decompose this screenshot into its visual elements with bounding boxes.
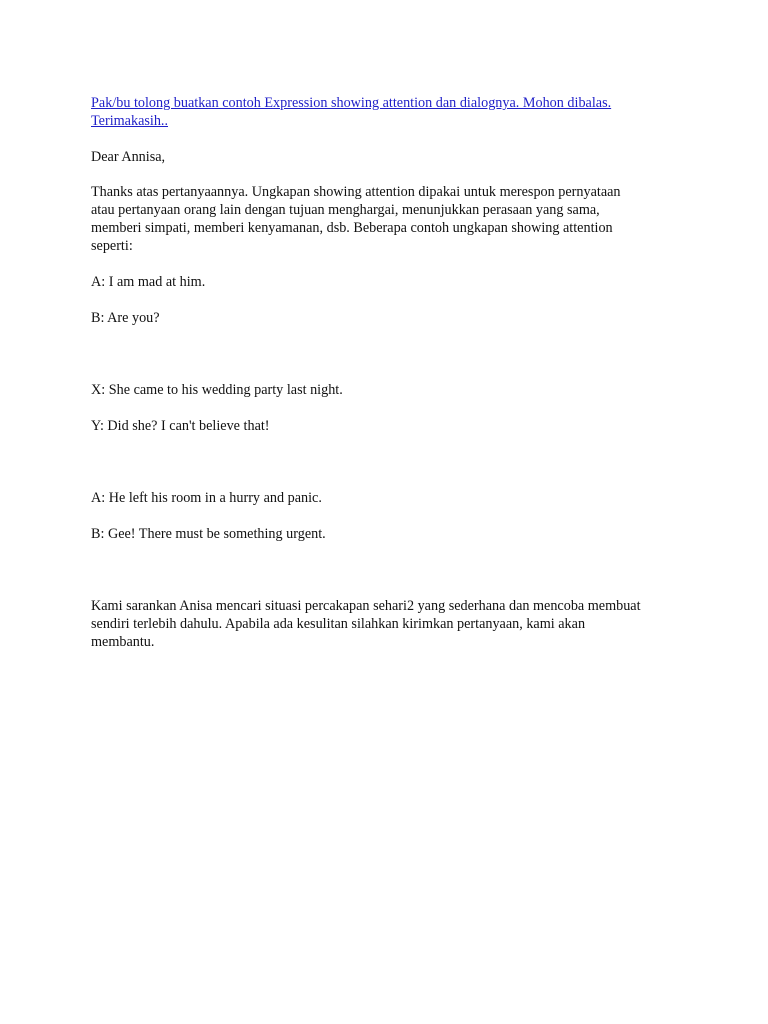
question-link[interactable]: Pak/bu tolong buatkan contoh Expression showing attention dan dialognya. Mohon dibalas. Terimakasih.. [91, 95, 612, 129]
dialog-3-line-b: B: Gee! There must be something urgent. [91, 526, 326, 542]
closing-paragraph [91, 597, 691, 651]
greeting: Dear Annisa, [91, 149, 166, 165]
dialog-2-line-x: X: She came to his wedding party last night. [91, 382, 343, 398]
intro-paragraph [91, 183, 691, 255]
dialog-3-line-a: A: He left his room in a hurry and panic. [91, 490, 322, 506]
intro-line: seperti: [91, 238, 133, 254]
closing-line: sendiri terlebih dahulu. Apabila ada kesulitan silahkan kirimkan pertanyaan, kami akan [91, 616, 586, 632]
dialog-2-line-y: Y: Did she? I can't believe that! [91, 418, 270, 434]
dialog-1-line-b: B: Are you? [91, 310, 160, 326]
intro-line: Thanks atas pertanyaannya. Ungkapan showing attention dipakai untuk merespon pernyataan [91, 184, 621, 200]
closing-line: membantu. [91, 634, 155, 650]
dialog-1-line-a: A: I am mad at him. [91, 274, 206, 290]
intro-line: atau pertanyaan orang lain dengan tujuan menghargai, menunjukkan perasaan yang sama, [91, 202, 600, 218]
closing-line: Kami sarankan Anisa mencari situasi percakapan sehari2 yang sederhana dan mencoba membuat [91, 598, 641, 614]
intro-line: memberi simpati, memberi kenyamanan, dsb. Beberapa contoh ungkapan showing attention [91, 220, 613, 236]
